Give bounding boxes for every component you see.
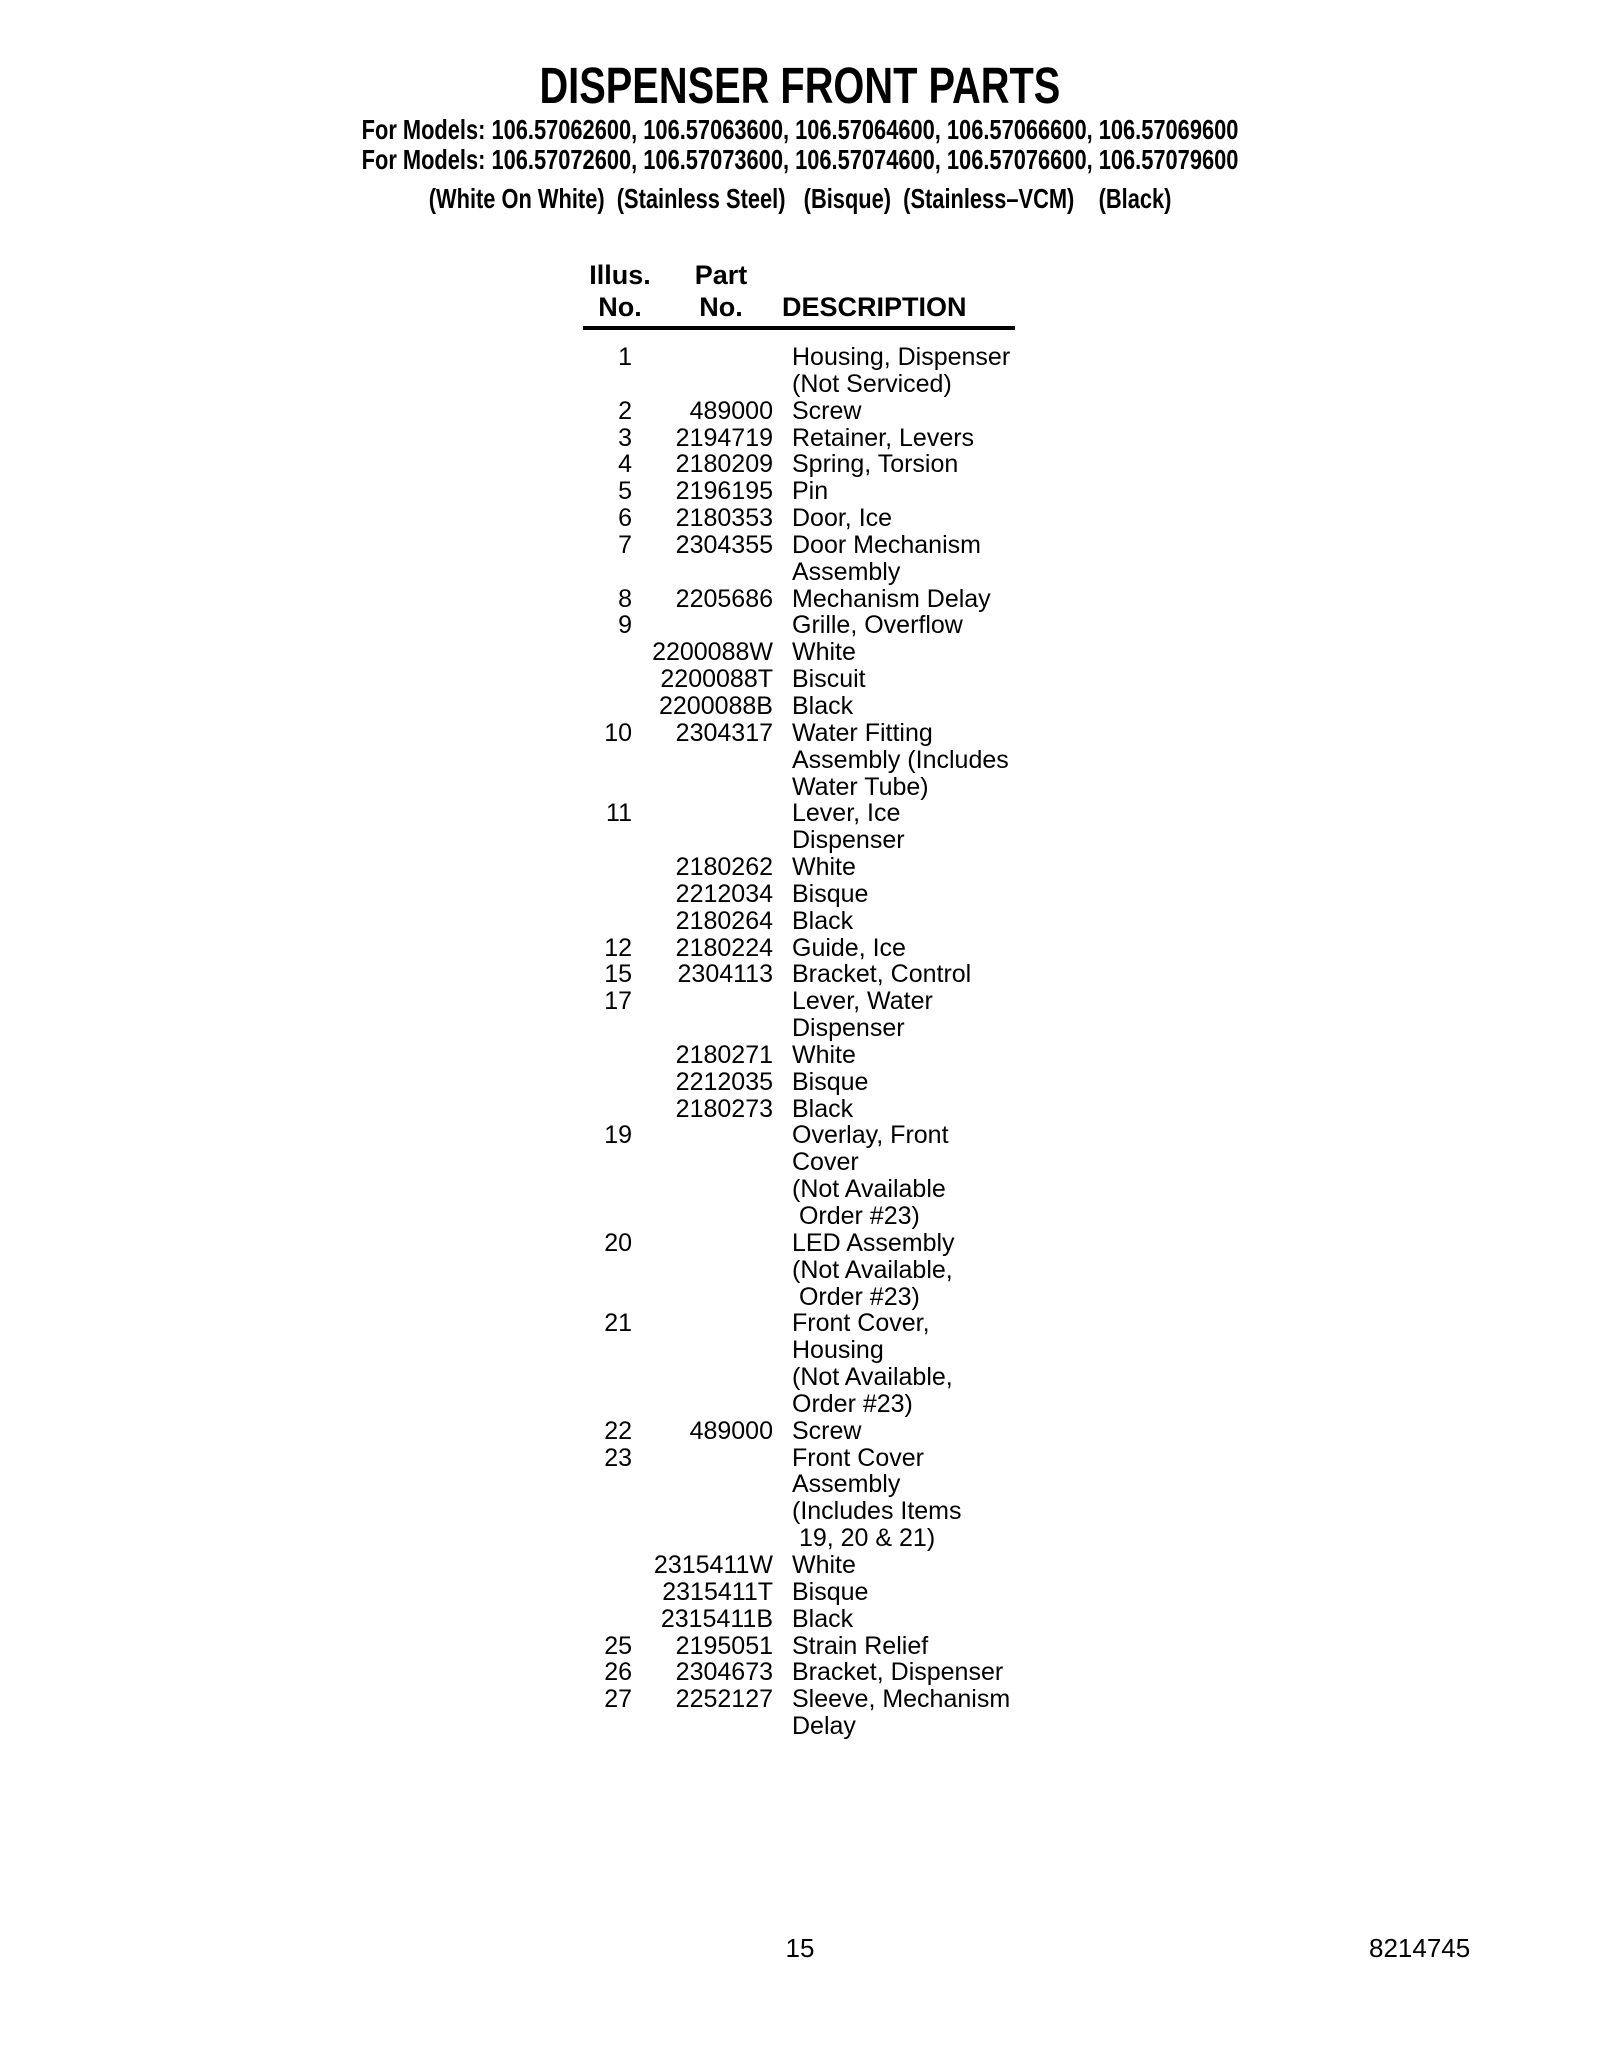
description-cell [773, 1096, 1060, 1123]
description-line: Black [792, 1094, 854, 1123]
illus-no-cell: 4 [618, 450, 632, 479]
description-line: Assembly [792, 557, 901, 586]
page-title [0, 58, 1600, 114]
description-cell [773, 1659, 1060, 1686]
part-no-cell: 2200088T [660, 665, 773, 694]
table-row [540, 398, 1060, 425]
description-cell [773, 344, 1060, 398]
description-line: Black [792, 906, 854, 935]
part-no-cell: 489000 [689, 396, 773, 425]
part-no-cell: 2304317 [675, 718, 773, 747]
description-line: Spring, Torsion [792, 450, 959, 479]
description-line: Biscuit [792, 665, 866, 694]
table-row [540, 1230, 1060, 1311]
description-line: Cover [792, 1148, 859, 1177]
illus-no-cell: 2 [618, 396, 632, 425]
page-title-text: DISPENSER FRONT PARTS [539, 57, 1061, 114]
table-row [540, 532, 1060, 586]
description-cell [773, 1418, 1060, 1445]
part-no-cell: 2315411T [662, 1577, 773, 1606]
part-no-cell: 2180224 [675, 933, 773, 962]
description-line: Door Mechanism [792, 530, 981, 559]
table-row [540, 1606, 1060, 1633]
description-line: (Not Available, [792, 1255, 953, 1284]
table-row [540, 908, 1060, 935]
description-line: Assembly [792, 1470, 901, 1499]
description-cell [773, 1606, 1060, 1633]
finishes-line-text: (White On White) (Stainless Steel) (Bisque) (Stainless–VCM) (Black) [428, 183, 1172, 214]
column-header-illus-no: No. [598, 292, 642, 322]
description-cell [773, 1552, 1060, 1579]
illus-no-cell: 6 [618, 504, 632, 533]
table-row [540, 666, 1060, 693]
description-line: Screw [792, 396, 862, 425]
description-line: Dispenser [792, 826, 905, 855]
description-cell [773, 854, 1060, 881]
description-cell [773, 478, 1060, 505]
illus-no-cell: 17 [604, 987, 632, 1016]
part-no-cell: 2212034 [675, 879, 773, 908]
illus-no-cell: 20 [604, 1228, 632, 1257]
illus-no-cell: 21 [604, 1309, 632, 1338]
column-header-description: DESCRIPTION [782, 292, 967, 322]
part-no-cell: 2180209 [675, 450, 773, 479]
description-line: Front Cover, [792, 1309, 930, 1338]
description-line: Guide, Ice [792, 933, 906, 962]
description-line: Black [792, 1604, 854, 1633]
table-row [540, 1579, 1060, 1606]
description-cell [773, 908, 1060, 935]
description-line: Lever, Water [792, 987, 933, 1016]
description-cell [773, 1042, 1060, 1069]
part-no-cell: 2180273 [675, 1094, 773, 1123]
description-line: Screw [792, 1416, 862, 1445]
part-no-cell: 2200088W [652, 638, 773, 667]
description-line: Water Fitting [792, 718, 933, 747]
description-line: Front Cover [792, 1443, 924, 1472]
illus-no-cell: 19 [604, 1121, 632, 1150]
table-row [540, 1633, 1060, 1660]
description-cell [773, 720, 1060, 801]
part-no-cell: 2180264 [675, 906, 773, 935]
finishes-line [0, 184, 1600, 214]
description-cell [773, 532, 1060, 586]
table-row [540, 881, 1060, 908]
table-row [540, 1096, 1060, 1123]
description-line: Housing, Dispenser [792, 343, 1011, 371]
table-row [540, 344, 1060, 398]
part-no-cell: 2180353 [675, 504, 773, 533]
description-cell [773, 935, 1060, 962]
table-row [540, 800, 1060, 854]
description-line: Water Tube) [792, 772, 929, 801]
description-cell [773, 1122, 1060, 1229]
table-row [540, 1069, 1060, 1096]
doc-number: 8214745 [1369, 1933, 1471, 1963]
table-row [540, 505, 1060, 532]
part-no-cell: 2315411W [653, 1550, 773, 1579]
description-line: Bracket, Control [792, 960, 972, 989]
description-line: (Not Available [792, 1175, 946, 1204]
description-cell [773, 988, 1060, 1042]
table-row [540, 1659, 1060, 1686]
description-cell [773, 505, 1060, 532]
table-row [540, 1686, 1060, 1740]
table-row [540, 854, 1060, 881]
description-line: White [792, 1040, 856, 1069]
table-row [540, 1122, 1060, 1229]
description-line: LED Assembly [792, 1228, 955, 1257]
description-cell [773, 1633, 1060, 1660]
description-line: (Includes Items [792, 1497, 962, 1526]
illus-no-cell: 23 [604, 1443, 632, 1472]
table-row [540, 988, 1060, 1042]
table-row [540, 451, 1060, 478]
description-cell [773, 612, 1060, 639]
description-cell [773, 1310, 1060, 1417]
illus-no-cell: 7 [618, 530, 632, 559]
description-line: Door, Ice [792, 504, 893, 533]
part-no-cell: 489000 [689, 1416, 773, 1445]
description-line: Housing [792, 1336, 884, 1365]
description-line: Bracket, Dispenser [792, 1658, 1004, 1687]
part-no-cell: 2205686 [675, 584, 773, 613]
part-no-cell: 2194719 [675, 423, 773, 452]
description-line: White [792, 853, 856, 882]
description-line: Strain Relief [792, 1631, 929, 1660]
description-line: Bisque [792, 1067, 869, 1096]
table-row [540, 720, 1060, 801]
description-line: Sleeve, Mechanism [792, 1685, 1011, 1714]
part-no-cell: 2304355 [675, 530, 773, 559]
description-cell [773, 425, 1060, 452]
table-row [540, 478, 1060, 505]
parts-table-body [540, 344, 1060, 1740]
illus-no-cell: 5 [618, 477, 632, 506]
table-row [540, 425, 1060, 452]
column-header-part-no: No. [699, 292, 743, 322]
description-line: (Not Available, [792, 1363, 953, 1392]
description-line: Overlay, Front [792, 1121, 949, 1150]
description-cell [773, 1445, 1060, 1552]
illus-no-cell: 26 [604, 1658, 632, 1687]
illus-no-cell: 8 [618, 584, 632, 613]
part-no-cell: 2304113 [677, 960, 773, 989]
description-line: Order #23) [792, 1202, 920, 1230]
table-row [540, 639, 1060, 666]
column-header-part: Part [694, 260, 748, 290]
table-row [540, 1310, 1060, 1417]
table-row [540, 612, 1060, 639]
illus-no-cell: 3 [618, 423, 632, 452]
description-line: White [792, 638, 856, 667]
table-row [540, 1418, 1060, 1445]
description-cell [773, 693, 1060, 720]
models-line-1 [0, 115, 1600, 145]
illus-no-cell: 22 [604, 1416, 632, 1445]
illus-no-cell: 15 [604, 960, 632, 989]
description-cell [773, 961, 1060, 988]
table-row [540, 693, 1060, 720]
part-no-cell: 2200088B [658, 691, 773, 720]
part-no-cell: 2304673 [675, 1658, 773, 1687]
table-row [540, 1445, 1060, 1552]
illus-no-cell: 10 [604, 718, 632, 747]
description-cell [773, 639, 1060, 666]
description-cell [773, 1686, 1060, 1740]
table-row [540, 1552, 1060, 1579]
description-line: Delay [792, 1712, 856, 1741]
table-row [540, 935, 1060, 962]
part-no-cell: 2315411B [660, 1604, 773, 1633]
description-line: Black [792, 691, 854, 720]
description-line: White [792, 1550, 856, 1579]
part-no-cell: 2196195 [675, 477, 773, 506]
part-no-cell: 2212035 [675, 1067, 773, 1096]
table-row [540, 961, 1060, 988]
illus-no-cell: 27 [604, 1685, 632, 1714]
models-line-2 [0, 145, 1600, 175]
header-rule [583, 326, 1015, 330]
description-line: Pin [792, 477, 829, 506]
table-row [540, 1042, 1060, 1069]
description-cell [773, 586, 1060, 613]
description-line: Lever, Ice [792, 799, 901, 828]
illus-no-cell: 11 [606, 799, 632, 828]
description-line: Order #23) [792, 1282, 920, 1311]
part-no-cell: 2180262 [675, 853, 773, 882]
column-header-illus: Illus. [589, 260, 651, 290]
description-cell [773, 1579, 1060, 1606]
description-cell [773, 398, 1060, 425]
description-cell [773, 451, 1060, 478]
description-line: Bisque [792, 1577, 869, 1606]
part-no-cell: 2252127 [675, 1685, 773, 1714]
description-line: Grille, Overflow [792, 611, 963, 640]
description-line: Order #23) [792, 1389, 913, 1418]
part-no-cell: 2180271 [675, 1040, 773, 1069]
description-line: (Not Serviced) [792, 369, 952, 398]
description-cell [773, 881, 1060, 908]
models-line-2-text: For Models: 106.57072600, 106.57073600, 106.57074600, 106.57076600, 106.57079600 [361, 144, 1239, 175]
illus-no-cell: 9 [618, 611, 632, 640]
description-line: Retainer, Levers [792, 423, 975, 452]
models-line-1-text: For Models: 106.57062600, 106.57063600, 106.57064600, 106.57066600, 106.57069600 [361, 114, 1239, 145]
description-cell [773, 800, 1060, 854]
description-line: Mechanism Delay [792, 584, 991, 613]
table-row [540, 586, 1060, 613]
description-line: 19, 20 & 21) [792, 1524, 936, 1553]
description-cell [773, 1230, 1060, 1311]
illus-no-cell: 25 [604, 1631, 632, 1660]
description-cell [773, 1069, 1060, 1096]
page-number: 15 [785, 1933, 815, 1963]
description-line: Assembly (Includes [792, 745, 1009, 774]
description-line: Bisque [792, 879, 869, 908]
part-no-cell: 2195051 [675, 1631, 773, 1660]
description-line: Dispenser [792, 1014, 905, 1043]
description-cell [773, 666, 1060, 693]
illus-no-cell: 12 [604, 933, 632, 962]
illus-no-cell: 1 [618, 343, 632, 371]
